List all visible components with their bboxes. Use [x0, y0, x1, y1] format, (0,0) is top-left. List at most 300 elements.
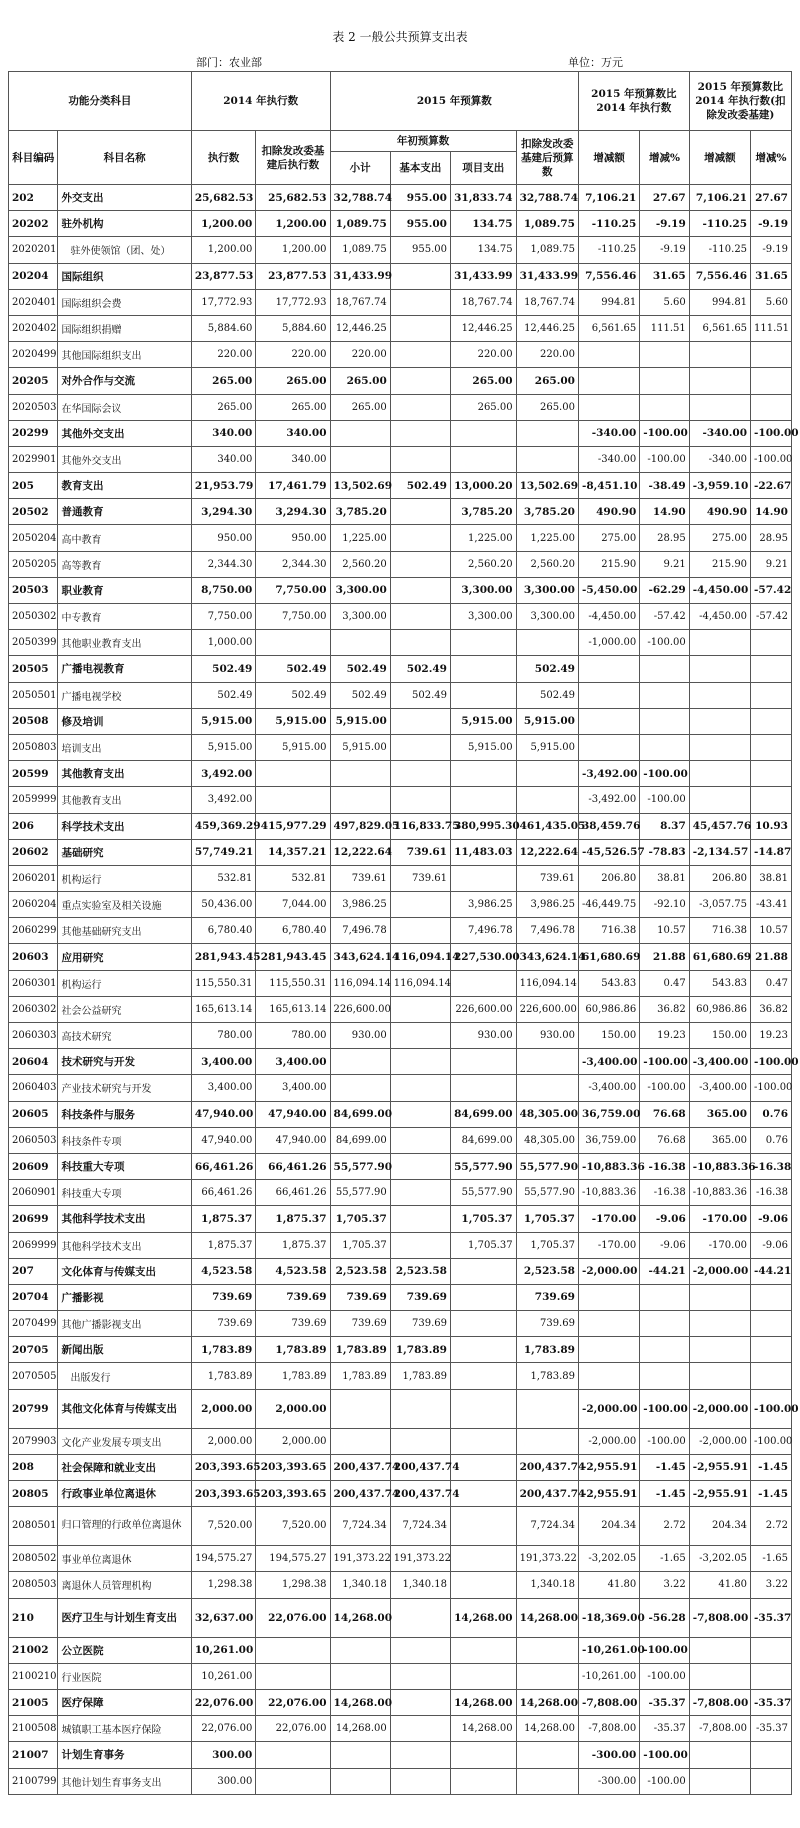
- cell-value: 1,340.18: [516, 1572, 578, 1598]
- cell-code: 2080501: [9, 1507, 58, 1546]
- cell-name: 驻外使领馆（团、处）: [58, 237, 191, 263]
- cell-value: [689, 682, 750, 708]
- cell-value: 265.00: [256, 394, 330, 420]
- cell-value: 502.49: [516, 682, 578, 708]
- cell-value: 1,089.75: [330, 237, 390, 263]
- cell-value: 955.00: [390, 211, 450, 237]
- cell-value: 200,437.74: [390, 1454, 450, 1480]
- cell-code: 20799: [9, 1389, 58, 1428]
- cell-value: [330, 1637, 390, 1663]
- cell-value: [450, 1389, 516, 1428]
- cell-value: 22,076.00: [191, 1716, 256, 1742]
- cell-code: 20502: [9, 499, 58, 525]
- table-row: [9, 865, 792, 891]
- cell-value: 3,300.00: [330, 577, 390, 603]
- cell-value: 3.22: [640, 1572, 689, 1598]
- cell-value: 2,000.00: [191, 1428, 256, 1454]
- cell-code: 20508: [9, 708, 58, 734]
- cell-value: 21.88: [751, 944, 792, 970]
- cell-value: [450, 1507, 516, 1546]
- cell-value: 739.61: [390, 839, 450, 865]
- cell-value: [390, 1153, 450, 1179]
- cell-value: [390, 996, 450, 1022]
- cell-value: [751, 342, 792, 368]
- cell-value: 7,750.00: [256, 604, 330, 630]
- cell-code: 2060201: [9, 865, 58, 891]
- cell-value: 502.49: [516, 656, 578, 682]
- table-row: [9, 839, 792, 865]
- cell-value: 66,461.26: [256, 1153, 330, 1179]
- cell-value: 22,076.00: [191, 1689, 256, 1715]
- table-row: [9, 237, 792, 263]
- table-row: [9, 1284, 792, 1310]
- cell-value: -100.00: [640, 1049, 689, 1075]
- cell-value: 502.49: [256, 656, 330, 682]
- cell-value: 116,094.14: [390, 970, 450, 996]
- cell-value: 48,305.00: [516, 1101, 578, 1127]
- cell-value: [751, 1311, 792, 1337]
- cell-value: [450, 865, 516, 891]
- cell-value: [516, 787, 578, 813]
- cell-value: [516, 446, 578, 472]
- cell-value: 41.80: [689, 1572, 750, 1598]
- cell-value: -9.19: [640, 211, 689, 237]
- cell-code: 2050399: [9, 630, 58, 656]
- cell-value: 343,624.14: [330, 944, 390, 970]
- cell-value: -340.00: [578, 446, 639, 472]
- table-row: [9, 1768, 792, 1794]
- cell-value: -170.00: [578, 1206, 639, 1232]
- cell-value: -2,955.91: [689, 1454, 750, 1480]
- cell-value: -100.00: [640, 1742, 689, 1768]
- cell-value: 490.90: [689, 499, 750, 525]
- header-chg: 增减额: [578, 131, 639, 185]
- table-row: [9, 1572, 792, 1598]
- cell-code: 2060302: [9, 996, 58, 1022]
- cell-value: [751, 761, 792, 787]
- table-row: [9, 577, 792, 603]
- cell-value: [689, 368, 750, 394]
- cell-value: 1,298.38: [191, 1572, 256, 1598]
- cell-value: 66,461.26: [191, 1180, 256, 1206]
- cell-value: -9.19: [751, 211, 792, 237]
- cell-code: 20204: [9, 263, 58, 289]
- cell-value: [256, 1663, 330, 1689]
- cell-code: 2020201: [9, 237, 58, 263]
- header-func-class: 功能分类科目: [9, 72, 192, 131]
- cell-value: 10,261.00: [191, 1637, 256, 1663]
- cell-value: [390, 420, 450, 446]
- cell-value: 203,393.65: [256, 1481, 330, 1507]
- cell-value: 3,785.20: [330, 499, 390, 525]
- header-exec-2014: 2014 年执行数: [191, 72, 330, 131]
- cell-value: -110.25: [578, 237, 639, 263]
- cell-value: [751, 1637, 792, 1663]
- cell-value: -56.28: [640, 1598, 689, 1637]
- cell-code: 205: [9, 473, 58, 499]
- cell-code: 20605: [9, 1101, 58, 1127]
- cell-value: [450, 970, 516, 996]
- cell-value: 5,915.00: [516, 734, 578, 760]
- cell-value: 76.68: [640, 1127, 689, 1153]
- cell-value: 27.67: [640, 185, 689, 211]
- cell-value: 203,393.65: [191, 1481, 256, 1507]
- cell-value: 3,492.00: [191, 761, 256, 787]
- cell-value: 739.61: [516, 865, 578, 891]
- cell-value: 1,875.37: [256, 1232, 330, 1258]
- cell-value: 12,222.64: [330, 839, 390, 865]
- cell-value: 203,393.65: [191, 1454, 256, 1480]
- cell-value: [330, 1049, 390, 1075]
- cell-value: 502.49: [330, 656, 390, 682]
- cell-value: 8.37: [640, 813, 689, 839]
- budget-table: [8, 71, 799, 1795]
- cell-value: 1,225.00: [516, 525, 578, 551]
- cell-value: 3,785.20: [516, 499, 578, 525]
- header-budget-ex: 扣除发改委基建后预算数: [516, 131, 578, 185]
- cell-value: -57.42: [640, 604, 689, 630]
- cell-name: 职业教育: [58, 577, 191, 603]
- cell-value: 18,767.74: [450, 289, 516, 315]
- cell-value: -3,492.00: [578, 787, 639, 813]
- cell-value: 1,089.75: [330, 211, 390, 237]
- cell-value: 61,680.69: [689, 944, 750, 970]
- cell-value: [450, 761, 516, 787]
- cell-name: 其他外交支出: [58, 446, 191, 472]
- cell-value: [640, 1337, 689, 1363]
- table-row: [9, 1742, 792, 1768]
- cell-value: -110.25: [689, 237, 750, 263]
- cell-name: 归口管理的行政单位离退休: [58, 1507, 191, 1546]
- cell-name: 国际组织: [58, 263, 191, 289]
- cell-value: 47,940.00: [256, 1101, 330, 1127]
- cell-value: [390, 1428, 450, 1454]
- cell-value: 55,577.90: [516, 1180, 578, 1206]
- cell-value: 55,577.90: [450, 1153, 516, 1179]
- table-row: [9, 1023, 792, 1049]
- cell-value: -3,400.00: [689, 1075, 750, 1101]
- cell-value: 19.23: [751, 1023, 792, 1049]
- cell-value: 22,076.00: [256, 1716, 330, 1742]
- cell-value: 950.00: [191, 525, 256, 551]
- cell-value: 3,400.00: [256, 1075, 330, 1101]
- cell-name: 其他教育支出: [58, 787, 191, 813]
- cell-name: 国际组织会费: [58, 289, 191, 315]
- cell-value: -9.06: [751, 1232, 792, 1258]
- table-row: [9, 787, 792, 813]
- cell-value: -9.06: [751, 1206, 792, 1232]
- cell-value: -5,450.00: [578, 577, 639, 603]
- cell-value: 739.69: [191, 1311, 256, 1337]
- cell-value: [450, 420, 516, 446]
- cell-name: 出版发行: [58, 1363, 191, 1389]
- cell-name: 城镇职工基本医疗保险: [58, 1716, 191, 1742]
- cell-value: 36,759.00: [578, 1101, 639, 1127]
- cell-value: 994.81: [689, 289, 750, 315]
- cell-value: [751, 630, 792, 656]
- cell-value: -57.42: [751, 577, 792, 603]
- cell-value: 2,000.00: [191, 1389, 256, 1428]
- cell-value: [330, 1389, 390, 1428]
- cell-code: 206: [9, 813, 58, 839]
- cell-value: 41.80: [578, 1572, 639, 1598]
- table-row: [9, 1716, 792, 1742]
- cell-value: 2,344.30: [256, 551, 330, 577]
- cell-value: 930.00: [330, 1023, 390, 1049]
- cell-code: 2029901: [9, 446, 58, 472]
- cell-value: 1,705.37: [516, 1232, 578, 1258]
- cell-code: 2050204: [9, 525, 58, 551]
- cell-value: [390, 342, 450, 368]
- cell-value: 5.60: [751, 289, 792, 315]
- cell-value: [516, 1389, 578, 1428]
- cell-name: 高技术研究: [58, 1023, 191, 1049]
- cell-value: [450, 682, 516, 708]
- cell-name: 科技条件与服务: [58, 1101, 191, 1127]
- cell-value: [578, 682, 639, 708]
- cell-value: 497,829.05: [330, 813, 390, 839]
- cell-value: -2,955.91: [578, 1481, 639, 1507]
- table-row: [9, 918, 792, 944]
- cell-code: 2060299: [9, 918, 58, 944]
- cell-code: 21007: [9, 1742, 58, 1768]
- cell-value: -10,261.00: [578, 1663, 639, 1689]
- cell-code: 2059999: [9, 787, 58, 813]
- cell-name: 驻外机构: [58, 211, 191, 237]
- cell-value: 28.95: [640, 525, 689, 551]
- cell-value: -1.45: [640, 1454, 689, 1480]
- table-row: [9, 944, 792, 970]
- cell-value: 6,561.65: [578, 315, 639, 341]
- cell-value: [640, 682, 689, 708]
- cell-value: -3,492.00: [578, 761, 639, 787]
- cell-value: 55,577.90: [516, 1153, 578, 1179]
- cell-value: [390, 1742, 450, 1768]
- cell-value: [256, 630, 330, 656]
- cell-value: -100.00: [751, 1049, 792, 1075]
- cell-value: 14,268.00: [450, 1689, 516, 1715]
- cell-value: 10,261.00: [191, 1663, 256, 1689]
- cell-value: 5.60: [640, 289, 689, 315]
- cell-value: [640, 1311, 689, 1337]
- cell-value: 5,915.00: [191, 734, 256, 760]
- cell-value: -57.42: [751, 604, 792, 630]
- cell-value: [689, 342, 750, 368]
- cell-value: 739.61: [390, 865, 450, 891]
- cell-value: 2,523.58: [330, 1258, 390, 1284]
- cell-code: 2060204: [9, 892, 58, 918]
- cell-value: 4,523.58: [256, 1258, 330, 1284]
- cell-value: 0.76: [751, 1101, 792, 1127]
- cell-value: 1,783.89: [256, 1337, 330, 1363]
- cell-value: [256, 1768, 330, 1794]
- cell-value: [450, 787, 516, 813]
- cell-name: 公立医院: [58, 1637, 191, 1663]
- cell-value: 0.47: [640, 970, 689, 996]
- cell-value: 191,373.22: [330, 1546, 390, 1572]
- cell-value: [256, 1637, 330, 1663]
- cell-value: 23,877.53: [256, 263, 330, 289]
- cell-value: 31,433.99: [330, 263, 390, 289]
- cell-value: 7,496.78: [450, 918, 516, 944]
- cell-value: 275.00: [578, 525, 639, 551]
- cell-name: 其他计划生育事务支出: [58, 1768, 191, 1794]
- cell-value: 7,556.46: [689, 263, 750, 289]
- cell-value: [516, 1663, 578, 1689]
- cell-value: 17,772.93: [256, 289, 330, 315]
- cell-value: [516, 1075, 578, 1101]
- cell-value: 265.00: [330, 368, 390, 394]
- cell-value: -9.06: [640, 1206, 689, 1232]
- cell-value: -340.00: [578, 420, 639, 446]
- header-chg-pct2: 增减%: [751, 131, 792, 185]
- cell-value: 11,483.03: [450, 839, 516, 865]
- cell-value: 116,094.14: [516, 970, 578, 996]
- cell-value: [578, 394, 639, 420]
- cell-name: 其他基础研究支出: [58, 918, 191, 944]
- cell-value: 7,724.34: [330, 1507, 390, 1546]
- cell-value: 490.90: [578, 499, 639, 525]
- cell-value: 3,300.00: [330, 604, 390, 630]
- cell-value: -16.38: [640, 1153, 689, 1179]
- cell-value: -7,808.00: [578, 1716, 639, 1742]
- cell-value: [390, 734, 450, 760]
- cell-value: 6,780.40: [191, 918, 256, 944]
- cell-value: 14.90: [640, 499, 689, 525]
- cell-value: 12,446.25: [330, 315, 390, 341]
- cell-value: 5,915.00: [450, 708, 516, 734]
- cell-value: 134.75: [450, 237, 516, 263]
- cell-value: 84,699.00: [450, 1127, 516, 1153]
- cell-value: 5,884.60: [256, 315, 330, 341]
- cell-value: 7,106.21: [689, 185, 750, 211]
- cell-name: 医疗卫生与计划生育支出: [58, 1598, 191, 1637]
- cell-value: 265.00: [516, 394, 578, 420]
- cell-value: -8,451.10: [578, 473, 639, 499]
- cell-value: -100.00: [640, 446, 689, 472]
- cell-value: 115,550.31: [191, 970, 256, 996]
- cell-value: 502.49: [191, 682, 256, 708]
- cell-value: 1,783.89: [256, 1363, 330, 1389]
- cell-value: 28.95: [751, 525, 792, 551]
- cell-value: 1,200.00: [191, 211, 256, 237]
- cell-value: 739.69: [390, 1284, 450, 1310]
- table-row: [9, 1389, 792, 1428]
- cell-value: [751, 708, 792, 734]
- cell-value: [689, 1284, 750, 1310]
- header-chg2: 增减额: [689, 131, 750, 185]
- cell-value: [751, 368, 792, 394]
- cell-value: [450, 1049, 516, 1075]
- table-row: [9, 1337, 792, 1363]
- cell-value: 7,556.46: [578, 263, 639, 289]
- cell-value: -7,808.00: [689, 1689, 750, 1715]
- cell-value: 3,300.00: [450, 577, 516, 603]
- cell-name: 高中教育: [58, 525, 191, 551]
- table-row: [9, 761, 792, 787]
- cell-value: [689, 1768, 750, 1794]
- table-row: [9, 604, 792, 630]
- cell-value: [450, 1311, 516, 1337]
- cell-value: [390, 1389, 450, 1428]
- cell-value: [640, 394, 689, 420]
- table-row: [9, 499, 792, 525]
- cell-code: 2020503: [9, 394, 58, 420]
- table-row: [9, 1481, 792, 1507]
- cell-value: 14,357.21: [256, 839, 330, 865]
- cell-value: 200,437.74: [330, 1454, 390, 1480]
- cell-value: 3,300.00: [516, 604, 578, 630]
- cell-value: 31,433.99: [450, 263, 516, 289]
- cell-name: 广播影视: [58, 1284, 191, 1310]
- cell-value: 150.00: [689, 1023, 750, 1049]
- cell-value: 111.51: [751, 315, 792, 341]
- cell-value: [689, 761, 750, 787]
- cell-value: -10,883.36: [578, 1180, 639, 1206]
- cell-value: [390, 315, 450, 341]
- cell-value: 502.49: [390, 473, 450, 499]
- cell-value: 3.22: [751, 1572, 792, 1598]
- cell-value: [390, 761, 450, 787]
- cell-value: -1.65: [640, 1546, 689, 1572]
- table-row: [9, 1180, 792, 1206]
- table-row: [9, 1232, 792, 1258]
- cell-value: -100.00: [640, 761, 689, 787]
- cell-name: 广播电视教育: [58, 656, 191, 682]
- table-row: [9, 1663, 792, 1689]
- cell-value: -9.19: [751, 237, 792, 263]
- cell-value: 7,106.21: [578, 185, 639, 211]
- cell-value: [516, 1768, 578, 1794]
- header-cmp-2014-ex: 2015 年预算数比 2014 年执行数(扣除发改委基建): [689, 72, 791, 131]
- cell-value: 50,436.00: [191, 892, 256, 918]
- cell-value: [689, 1742, 750, 1768]
- cell-value: 1,783.89: [516, 1363, 578, 1389]
- cell-value: 1,705.37: [450, 1206, 516, 1232]
- cell-value: [330, 1075, 390, 1101]
- cell-value: 150.00: [578, 1023, 639, 1049]
- table-row: [9, 1049, 792, 1075]
- cell-value: -1,000.00: [578, 630, 639, 656]
- cell-code: 21005: [9, 1689, 58, 1715]
- cell-code: 2060403: [9, 1075, 58, 1101]
- cell-value: 950.00: [256, 525, 330, 551]
- table-row: [9, 1363, 792, 1389]
- cell-value: -2,000.00: [578, 1428, 639, 1454]
- cell-name: 其他科学技术支出: [58, 1232, 191, 1258]
- cell-value: -16.38: [751, 1180, 792, 1206]
- cell-value: -45,526.57: [578, 839, 639, 865]
- cell-value: -16.38: [751, 1153, 792, 1179]
- cell-value: [751, 1337, 792, 1363]
- cell-value: 532.81: [256, 865, 330, 891]
- cell-value: -10,261.00: [578, 1637, 639, 1663]
- header-budget-2015: 2015 年预算数: [330, 72, 578, 131]
- cell-value: -7,808.00: [689, 1716, 750, 1742]
- cell-value: 226,600.00: [330, 996, 390, 1022]
- cell-value: 200,437.74: [330, 1481, 390, 1507]
- cell-code: 2020402: [9, 315, 58, 341]
- cell-name: 机构运行: [58, 865, 191, 891]
- cell-value: [450, 1075, 516, 1101]
- cell-value: 36.82: [751, 996, 792, 1022]
- table-row: [9, 1507, 792, 1546]
- cell-value: [450, 1284, 516, 1310]
- cell-value: 1,783.89: [191, 1337, 256, 1363]
- unit-label: 单位：万元: [568, 56, 623, 69]
- cell-value: 502.49: [330, 682, 390, 708]
- cell-value: 265.00: [450, 394, 516, 420]
